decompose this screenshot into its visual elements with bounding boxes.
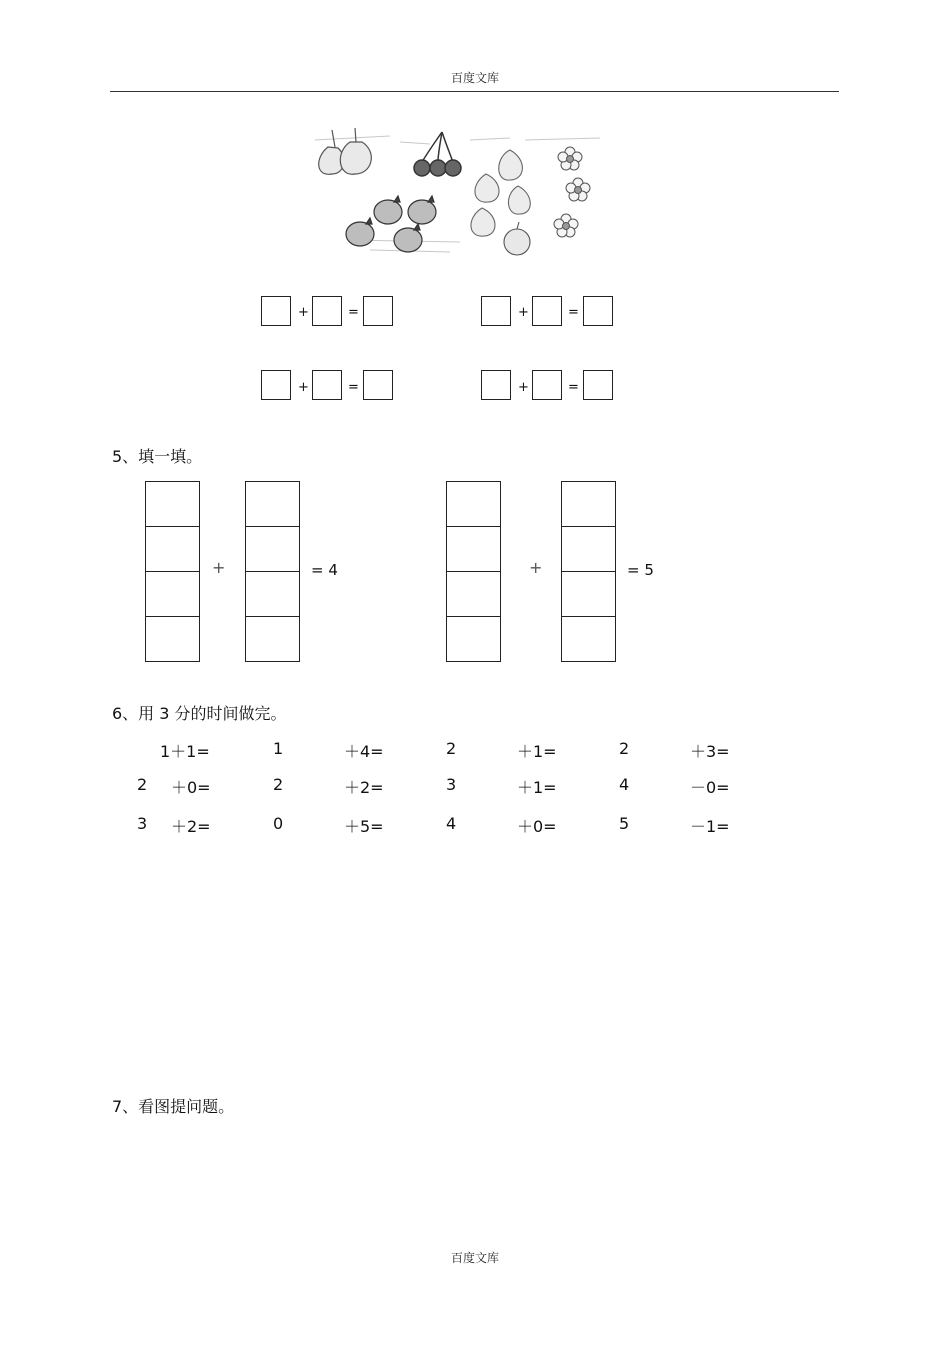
plus-sign: +	[298, 305, 309, 320]
page-header: 百度文库	[450, 71, 499, 85]
arith-item: 1	[273, 739, 284, 758]
equals-sign: =	[568, 305, 579, 320]
fill-column[interactable]	[245, 481, 300, 662]
arith-item: 0	[273, 814, 284, 833]
question-7-title: 7、看图提问题。	[112, 1097, 235, 1116]
plus-sign: +	[518, 380, 529, 395]
peach-icon	[471, 150, 530, 236]
arith-item: ＋1=	[517, 778, 557, 797]
arith-item: 2	[137, 775, 148, 794]
plus-sign: +	[212, 558, 226, 577]
answer-box[interactable]	[261, 370, 291, 400]
arith-item: ＋0=	[171, 778, 211, 797]
result-label: = 5	[627, 561, 654, 579]
answer-box[interactable]	[312, 296, 342, 326]
fruit-illustration	[310, 122, 605, 262]
flower-icon	[554, 147, 590, 237]
answer-box[interactable]	[261, 296, 291, 326]
pear-icon	[319, 128, 372, 174]
arith-item: ＋0=	[517, 817, 557, 836]
question-5-title: 5、填一填。	[112, 447, 203, 466]
answer-box[interactable]	[363, 296, 393, 326]
answer-box[interactable]	[312, 370, 342, 400]
equals-sign: =	[568, 380, 579, 395]
answer-box[interactable]	[583, 370, 613, 400]
fill-column[interactable]	[561, 481, 616, 662]
answer-box[interactable]	[363, 370, 393, 400]
arith-item: 4	[619, 775, 630, 794]
plus-sign: +	[529, 558, 543, 577]
arith-item: ＋2=	[171, 817, 211, 836]
answer-box[interactable]	[532, 370, 562, 400]
arith-item: 1＋1=	[160, 742, 210, 761]
question-6-title: 6、用 3 分的时间做完。	[112, 704, 287, 723]
page-footer: 百度文库	[450, 1251, 499, 1265]
arith-item: －0=	[690, 778, 730, 797]
arith-item: 3	[137, 814, 148, 833]
answer-box[interactable]	[532, 296, 562, 326]
arith-item: ＋5=	[344, 817, 384, 836]
arith-item: 4	[446, 814, 457, 833]
plus-sign: +	[518, 305, 529, 320]
pomegranate-icon	[346, 196, 436, 252]
plus-sign: +	[298, 380, 309, 395]
arith-item: ＋2=	[344, 778, 384, 797]
fill-column[interactable]	[446, 481, 501, 662]
cherry-icon	[414, 132, 461, 176]
arith-item: －1=	[690, 817, 730, 836]
answer-box[interactable]	[583, 296, 613, 326]
arith-item: 2	[273, 775, 284, 794]
arith-item: 3	[446, 775, 457, 794]
arith-item: 5	[619, 814, 630, 833]
arith-item: ＋4=	[344, 742, 384, 761]
arith-item: 2	[619, 739, 630, 758]
arith-item: 2	[446, 739, 457, 758]
answer-box[interactable]	[481, 296, 511, 326]
apple-icon	[504, 222, 530, 255]
result-label: = 4	[311, 561, 338, 579]
arith-item: ＋1=	[517, 742, 557, 761]
header-rule	[110, 91, 839, 92]
arith-item: ＋3=	[690, 742, 730, 761]
answer-box[interactable]	[481, 370, 511, 400]
equals-sign: =	[348, 305, 359, 320]
equals-sign: =	[348, 380, 359, 395]
fill-column[interactable]	[145, 481, 200, 662]
